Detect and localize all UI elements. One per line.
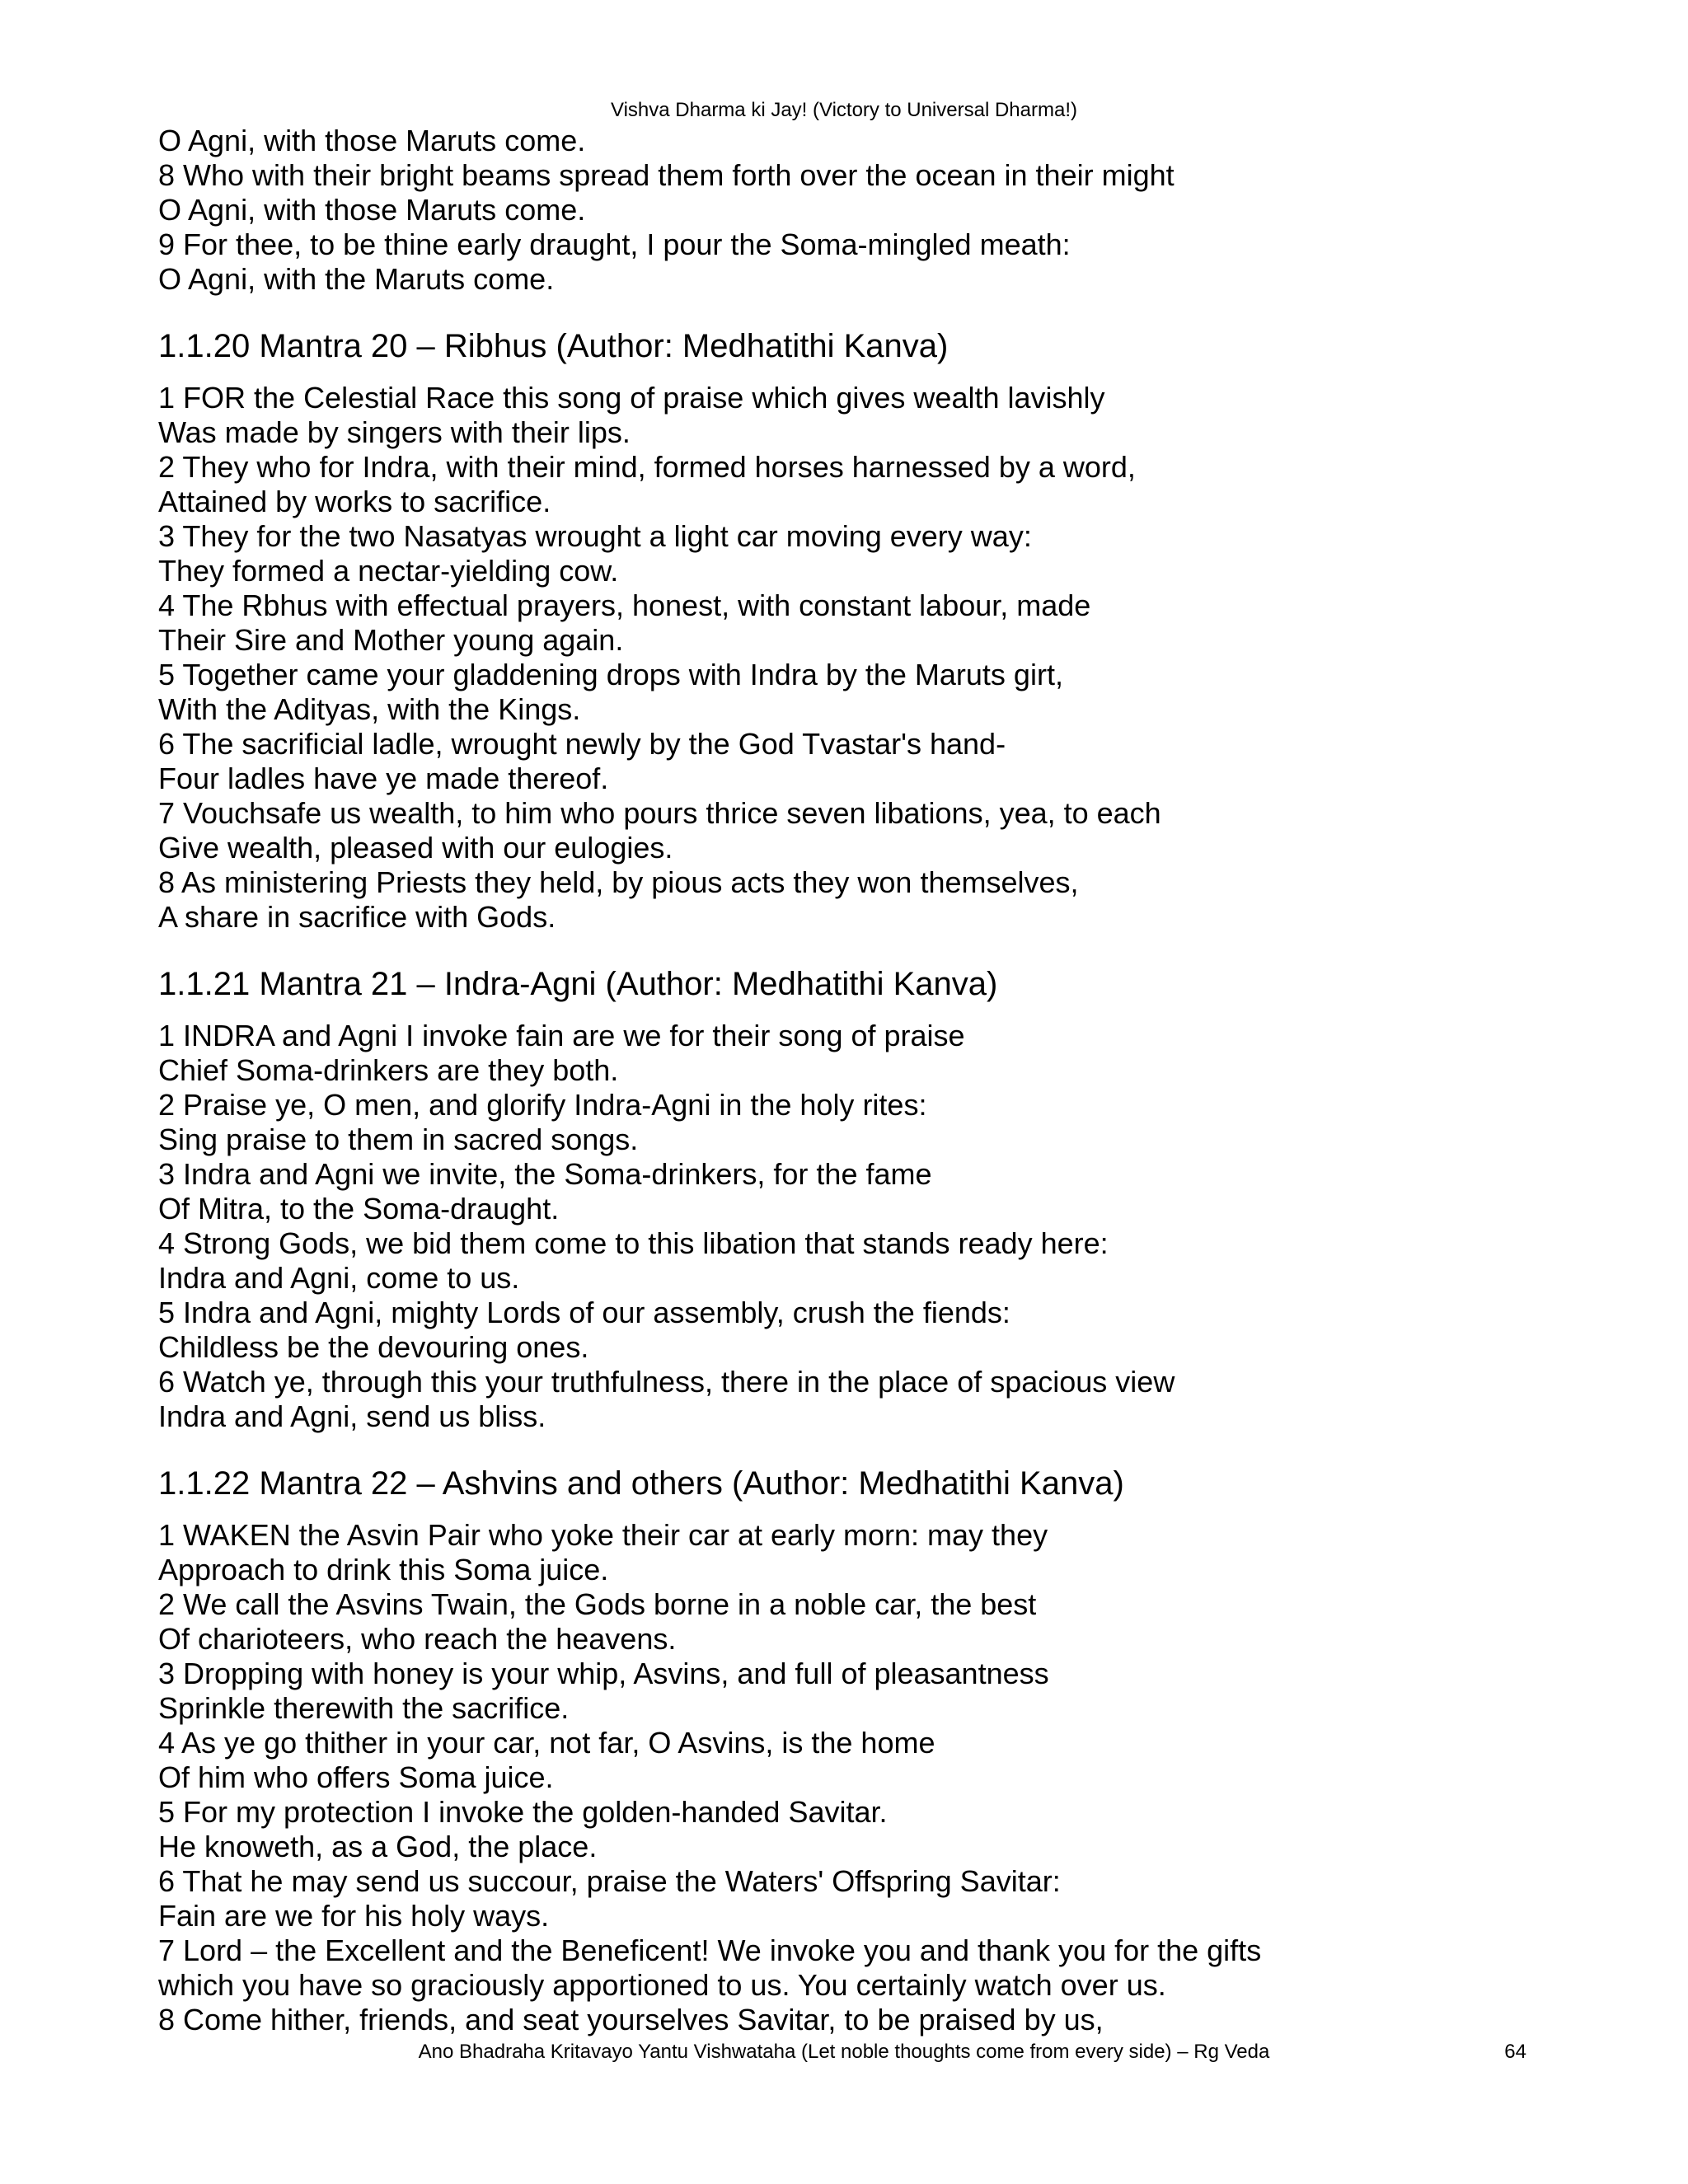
verse-line: 4 Strong Gods, we bid them come to this libation that stands ready here:	[158, 1226, 1109, 1260]
verse-line: O Agni, with the Maruts come.	[158, 262, 555, 296]
verse-line: He knoweth, as a God, the place.	[158, 1830, 598, 1863]
page-number: 64	[1504, 2041, 1526, 2063]
intro-verses	[158, 124, 1609, 297]
verse-line: 1 FOR the Celestial Race this song of praise which gives wealth lavishly	[158, 381, 1105, 415]
verse-line: 2 They who for Indra, with their mind, formed horses harnessed by a word,	[158, 450, 1136, 484]
verse-line: Sprinkle therewith the sacrifice.	[158, 1691, 570, 1725]
verse-line: Of him who offers Soma juice.	[158, 1760, 554, 1794]
verse-line: 7 Lord – the Excellent and the Beneficent! We invoke you and thank you for the gifts	[158, 1933, 1262, 1967]
verse-line: 1 INDRA and Agni I invoke fain are we for their song of praise	[158, 1019, 965, 1052]
verse-line: With the Adityas, with the Kings.	[158, 692, 581, 726]
verse-line: 8 Come hither, friends, and seat yourselves Savitar, to be praised by us,	[158, 2003, 1104, 2036]
verse-line: 6 Watch ye, through this your truthfulness, there in the place of spacious view	[158, 1365, 1175, 1399]
section-mantra-22	[158, 1464, 1609, 2037]
page-content	[158, 124, 1609, 2037]
verse-line: 5 Indra and Agni, mighty Lords of our assembly, crush the fiends:	[158, 1296, 1010, 1329]
verse-line: Was made by singers with their lips.	[158, 415, 631, 449]
verse-line: Indra and Agni, come to us.	[158, 1261, 520, 1295]
verse-line: 8 As ministering Priests they held, by pious acts they won themselves,	[158, 865, 1079, 899]
page-header: Vishva Dharma ki Jay! (Victory to Universal Dharma!)	[611, 99, 1077, 121]
section-heading: 1.1.20 Mantra 20 – Ribhus (Author: Medhatithi Kanva)	[158, 328, 949, 364]
verse-line: 9 For thee, to be thine early draught, I pour the Soma-mingled meath:	[158, 227, 1071, 261]
verse-line: 6 The sacrificial ladle, wrought newly by the God Tvastar's hand-	[158, 727, 1006, 761]
verse-line: Their Sire and Mother young again.	[158, 623, 624, 657]
verse-line: 5 For my protection I invoke the golden-handed Savitar.	[158, 1795, 888, 1829]
footer-quote: Ano Bhadraha Kritavayo Yantu Vishwataha (Let noble thoughts come from every side) – Rg Veda	[418, 2041, 1270, 2063]
verse-line: 3 Indra and Agni we invite, the Soma-drinkers, for the fame	[158, 1157, 932, 1191]
verse-line: 8 Who with their bright beams spread them forth over the ocean in their might	[158, 158, 1175, 192]
verse-line: Sing praise to them in sacred songs.	[158, 1122, 639, 1156]
verse-line: O Agni, with those Maruts come.	[158, 124, 586, 157]
verse-line: 7 Vouchsafe us wealth, to him who pours thrice seven libations, yea, to each	[158, 796, 1161, 830]
verse-line: Give wealth, pleased with our eulogies.	[158, 831, 673, 865]
verse-line: 2 We call the Asvins Twain, the Gods borne in a noble car, the best	[158, 1587, 1037, 1621]
section-heading: 1.1.21 Mantra 21 – Indra-Agni (Author: Medhatithi Kanva)	[158, 966, 998, 1002]
verse-line: 4 As ye go thither in your car, not far, O Asvins, is the home	[158, 1726, 935, 1760]
verse-line: O Agni, with those Maruts come.	[158, 193, 586, 227]
verse-line: Chief Soma-drinkers are they both.	[158, 1053, 619, 1087]
verse-line: 5 Together came your gladdening drops with Indra by the Maruts girt,	[158, 658, 1063, 691]
verse-line: 3 They for the two Nasatyas wrought a light car moving every way:	[158, 519, 1032, 553]
verse-line: A share in sacrifice with Gods.	[158, 900, 556, 934]
verse-line: Of Mitra, to the Soma-draught.	[158, 1192, 560, 1226]
verse-line: 3 Dropping with honey is your whip, Asvins, and full of pleasantness	[158, 1657, 1049, 1690]
verse-line: 4 The Rbhus with effectual prayers, honest, with constant labour, made	[158, 588, 1091, 622]
verse-line: Approach to drink this Soma juice.	[158, 1553, 609, 1586]
section-mantra-21	[158, 964, 1609, 1434]
verse-line: Indra and Agni, send us bliss.	[158, 1399, 546, 1433]
verse-line: Fain are we for his holy ways.	[158, 1899, 550, 1933]
verse-line: Childless be the devouring ones.	[158, 1330, 589, 1364]
verse-line: 1 WAKEN the Asvin Pair who yoke their car at early morn: may they	[158, 1518, 1048, 1552]
verse-line: 6 That he may send us succour, praise the Waters' Offspring Savitar:	[158, 1864, 1061, 1898]
verse-line: Four ladles have ye made thereof.	[158, 762, 609, 795]
verse-line: 2 Praise ye, O men, and glorify Indra-Agni in the holy rites:	[158, 1088, 927, 1122]
section-heading: 1.1.22 Mantra 22 – Ashvins and others (Author: Medhatithi Kanva)	[158, 1465, 1124, 1502]
verse-line: Attained by works to sacrifice.	[158, 485, 551, 518]
section-mantra-20	[158, 326, 1609, 935]
verse-line: They formed a nectar-yielding cow.	[158, 554, 619, 588]
verse-line: which you have so graciously apportioned to us. You certainly watch over us.	[158, 1968, 1166, 2002]
verse-line: Of charioteers, who reach the heavens.	[158, 1622, 677, 1656]
